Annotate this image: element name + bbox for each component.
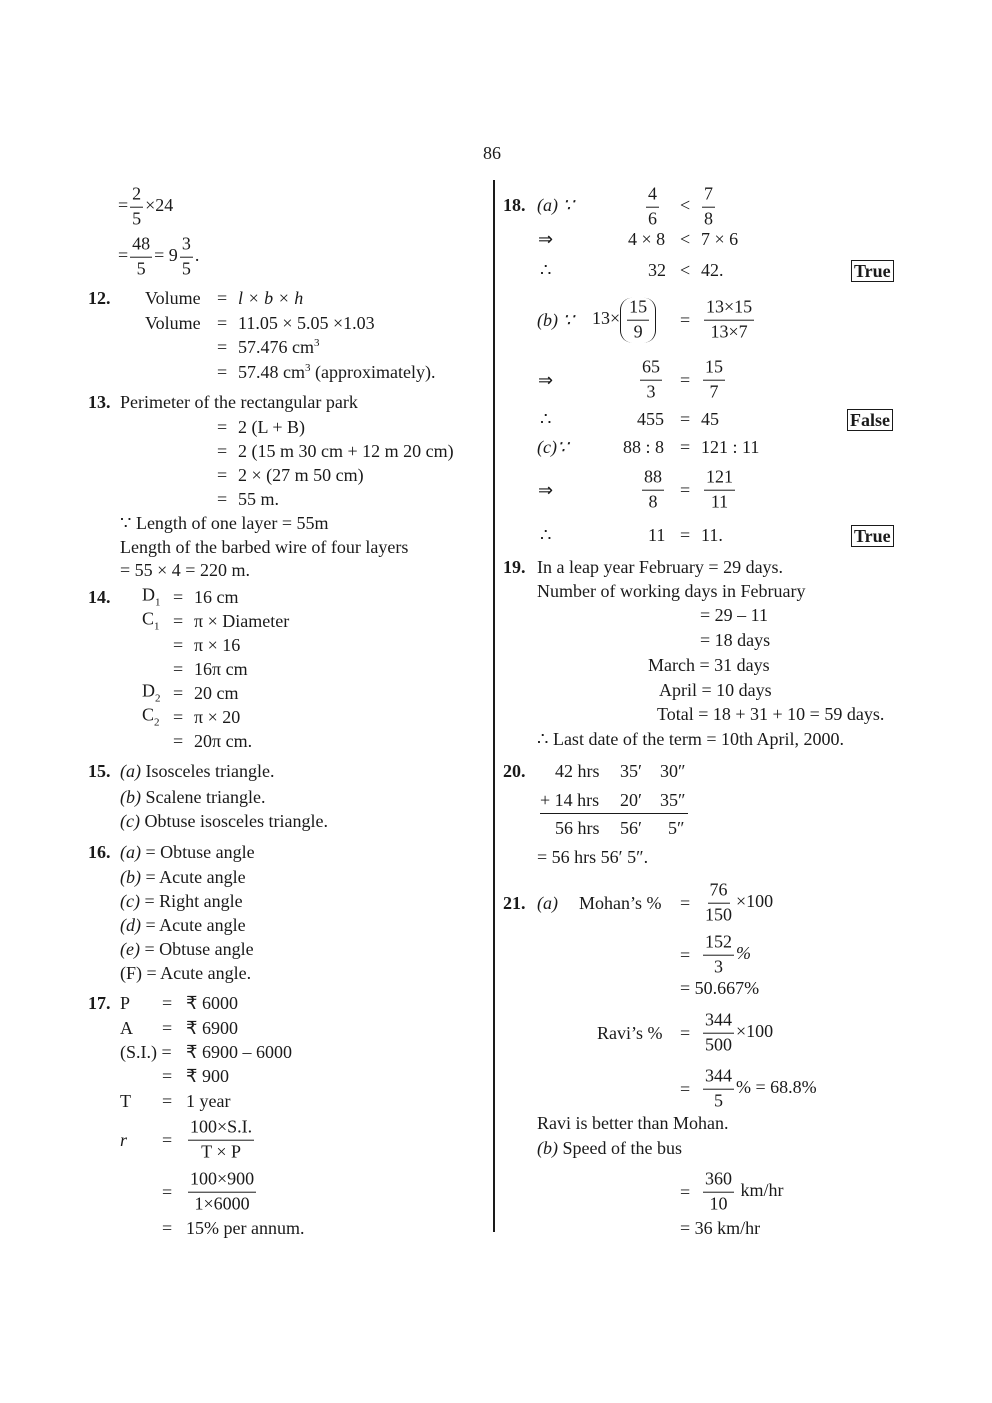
expr: $\frac{76}{150}$ ×100 xyxy=(705,879,774,925)
q20-number: 20. xyxy=(503,761,526,781)
equals: = xyxy=(217,465,228,485)
q16-item: (b) = Acute angle xyxy=(120,867,246,887)
q17-value: ₹ 6900 – 6000 xyxy=(186,1042,292,1062)
q16-item: (c) = Right angle xyxy=(120,891,243,911)
q13-line: = 55 × 4 = 220 m. xyxy=(120,560,250,580)
q18-part-a: (a) ∵ xyxy=(537,195,574,215)
equals: = xyxy=(680,310,691,330)
time-cell: 35″ xyxy=(660,790,686,810)
q17-label: (S.I.) = xyxy=(120,1042,172,1062)
therefore-symbol: ∴ xyxy=(540,525,552,545)
q17-label: r xyxy=(120,1130,128,1150)
q16-number: 16. xyxy=(88,842,111,862)
expr: 42. xyxy=(701,260,724,280)
time-cell: 35′ xyxy=(620,761,642,781)
fraction: $\frac{48}{5}$ xyxy=(132,233,151,279)
sum-line xyxy=(540,813,688,814)
q12-label: Volume xyxy=(145,313,201,333)
equals: = xyxy=(680,893,691,913)
q21-part-a: (a) xyxy=(537,893,558,913)
less-than: < xyxy=(680,229,691,249)
fraction: $\frac{88}{8}$ xyxy=(644,466,662,512)
q14-line: π × Diameter xyxy=(194,611,290,631)
q19-line: March = 31 days xyxy=(648,655,770,675)
equals: = xyxy=(680,480,691,500)
equals: = xyxy=(173,683,184,703)
equals: = xyxy=(162,1182,173,1202)
q17-label: T xyxy=(120,1091,131,1111)
time-cell: 56 hrs xyxy=(555,818,600,838)
q19-line: ∴ Last date of the term = 10th April, 2000. xyxy=(537,729,845,749)
q14-line: 20π cm. xyxy=(194,731,253,751)
q11-line-2: = $\frac{48}{5}$ = 9 $\frac{3}{5}$ . xyxy=(118,233,200,279)
q12-formula: l × b × h xyxy=(238,288,304,308)
q18-number: 18. xyxy=(503,195,526,215)
q13-line: ∵ Length of one layer = 55m xyxy=(120,513,329,533)
equals: = xyxy=(217,337,228,357)
q12-number: 12. xyxy=(88,288,111,308)
q17-label: A xyxy=(120,1018,133,1038)
d2-label: $D_2$ xyxy=(142,680,161,705)
q17-number: 17. xyxy=(88,993,111,1013)
less-than: < xyxy=(680,195,691,215)
q18-part-b: (b) ∵ xyxy=(537,310,574,330)
time-cell: 5″ xyxy=(668,818,685,838)
equals: = xyxy=(217,489,228,509)
equals: = xyxy=(680,945,691,965)
expr: 45 xyxy=(701,409,719,429)
equals: = xyxy=(162,1018,173,1038)
q17-value: 1 year xyxy=(186,1091,231,1111)
answer-true-box: True xyxy=(851,525,894,547)
d1-label: $D_1$ xyxy=(142,584,161,609)
answer-true-box: True xyxy=(851,260,894,282)
q12-line-4: 57.48 $cm^3$ (approximately). xyxy=(238,362,436,382)
ravi-label: Ravi’s % xyxy=(597,1023,663,1043)
mohan-label: Mohan’s % xyxy=(579,893,662,913)
fraction: $\frac{13\times 15}{13\times 7}$ xyxy=(706,296,753,342)
q19-line: = 18 days xyxy=(700,630,771,650)
q12-label: Volume xyxy=(145,288,201,308)
expr: 455 xyxy=(637,409,664,429)
q16-item: (a) = Obtuse angle xyxy=(120,842,255,862)
equals: = xyxy=(173,707,184,727)
q16-item: (e) = Obtuse angle xyxy=(120,939,254,959)
equals: = xyxy=(162,1066,173,1086)
q20-result: = 56 hrs 56′ 5″. xyxy=(537,847,649,867)
fraction: $\frac{15}{7}$ xyxy=(705,356,723,402)
c2-label: $C_2$ xyxy=(142,704,160,729)
equals: = xyxy=(162,1091,173,1111)
q12-line-3: 57.476 $cm^3$ xyxy=(238,337,320,357)
equals: = xyxy=(173,611,184,631)
q21-part-b: (b) Speed of the bus xyxy=(537,1138,682,1158)
expr: 7 × 6 xyxy=(701,229,739,249)
expr: 11 xyxy=(648,525,666,545)
q13-line: Length of the barbed wire of four layers xyxy=(120,537,409,557)
equals: = xyxy=(680,1023,691,1043)
equals: = xyxy=(173,587,184,607)
fraction: $\frac{7}{8}$ xyxy=(704,183,713,229)
equals: = xyxy=(680,409,691,429)
q13-title: Perimeter of the rectangular park xyxy=(120,392,358,412)
equals: = xyxy=(680,370,691,390)
q13-number: 13. xyxy=(88,392,111,412)
q14-line: π × 16 xyxy=(194,635,241,655)
q15-number: 15. xyxy=(88,761,111,781)
q19-line: Number of working days in February xyxy=(537,581,806,601)
q17-result: 15% per annum. xyxy=(186,1218,305,1238)
q19-number: 19. xyxy=(503,557,526,577)
equals: = xyxy=(162,1130,173,1150)
fraction: $\frac{3}{5}$ xyxy=(181,233,191,279)
q19-line: = 29 – 11 xyxy=(700,605,768,625)
q13-line: 55 m. xyxy=(238,489,280,509)
expr: 4 × 8 xyxy=(628,229,666,249)
q18-part-c: (c)∵ xyxy=(537,437,569,457)
q15-item: (a) Isosceles triangle. xyxy=(120,761,275,781)
equals: = xyxy=(173,659,184,679)
q17-fraction: $\frac{100\times S.I.}{T \times P}$ xyxy=(190,1116,253,1162)
therefore-symbol: ∴ xyxy=(540,260,552,280)
time-cell: + 14 hrs xyxy=(540,790,600,810)
expr: $\frac{152}{3}$ % xyxy=(705,931,751,977)
fraction: $\frac{65}{3}$ xyxy=(642,356,660,402)
equals: = xyxy=(217,288,228,308)
equals: = xyxy=(217,362,228,382)
less-than: < xyxy=(680,260,691,280)
q19-line: In a leap year February = 29 days. xyxy=(537,557,784,577)
q17-label: P xyxy=(120,993,131,1013)
q17-value: ₹ 6000 xyxy=(186,993,238,1013)
q19-line: Total = 18 + 31 + 10 = 59 days. xyxy=(657,704,885,724)
fraction: $\frac{4}{6}$ xyxy=(648,183,657,229)
equals: = xyxy=(173,731,184,751)
time-cell: 56′ xyxy=(620,818,642,838)
equals: = xyxy=(217,313,228,333)
c1-label: $C_1$ xyxy=(142,608,160,633)
q14-line: π × 20 xyxy=(194,707,241,727)
q17-value: ₹ 900 xyxy=(186,1066,229,1086)
q16-item: (F) = Acute angle. xyxy=(120,963,252,983)
q13-line: 2 × (27 m 50 cm) xyxy=(238,465,364,485)
q16-item: (d) = Acute angle xyxy=(120,915,246,935)
q12-line-2: 11.05 × 5.05 ×1.03 xyxy=(238,313,375,333)
q21-conclusion: Ravi is better than Mohan. xyxy=(537,1113,729,1133)
equals: = xyxy=(680,437,691,457)
q13-line: 2 (L + B) xyxy=(238,417,305,437)
expr: 32 xyxy=(648,260,666,280)
q19-line: April = 10 days xyxy=(659,680,772,700)
equals: = xyxy=(162,993,173,1013)
therefore-symbol: ∴ xyxy=(540,409,552,429)
q17-fraction: $\frac{100\times 900}{1\times 6000}$ xyxy=(190,1168,255,1214)
implies-symbol: ⇒ xyxy=(538,370,554,390)
q15-item: (b) Scalene triangle. xyxy=(120,787,266,807)
q14-line: 16 cm xyxy=(194,587,239,607)
q14-number: 14. xyxy=(88,587,111,607)
equals: = xyxy=(217,417,228,437)
column-divider xyxy=(493,180,495,1232)
expr: $\frac{360}{10}$ km/hr xyxy=(705,1168,784,1214)
expr: $\frac{344}{5}$ % = 68.8% xyxy=(705,1065,817,1111)
equals: = xyxy=(173,635,184,655)
q14-line: 20 cm xyxy=(194,683,239,703)
equals: = xyxy=(680,1079,691,1099)
fraction: $\frac{121}{11}$ xyxy=(706,466,733,512)
equals: = xyxy=(680,1182,691,1202)
q11-line-1: = $\frac{2}{5}$ ×24 xyxy=(118,183,174,229)
q21-number: 21. xyxy=(503,893,526,913)
expr: 11. xyxy=(701,525,723,545)
q15-item: (c) Obtuse isosceles triangle. xyxy=(120,811,328,831)
time-cell: 42 hrs xyxy=(555,761,600,781)
time-cell: 30″ xyxy=(660,761,686,781)
speed-result: = 36 km/hr xyxy=(680,1218,761,1238)
equals: = xyxy=(680,525,691,545)
page-number: 86 xyxy=(483,143,501,163)
equals: = xyxy=(217,441,228,461)
answer-false-box: False xyxy=(847,409,893,431)
expr: $\frac{344}{500}$ ×100 xyxy=(705,1009,774,1055)
fraction: $\frac{2}{5}$ xyxy=(132,183,142,229)
implies-symbol: ⇒ xyxy=(538,480,554,500)
expr: 121 : 11 xyxy=(701,437,760,457)
q17-value: ₹ 6900 xyxy=(186,1018,238,1038)
q14-line: 16π cm xyxy=(194,659,248,679)
equals: = xyxy=(162,1218,173,1238)
q13-line: 2 (15 m 30 cm + 12 m 20 cm) xyxy=(238,441,454,461)
implies-symbol: ⇒ xyxy=(538,229,554,249)
time-cell: 20′ xyxy=(620,790,642,810)
expr: 88 : 8 xyxy=(623,437,665,457)
mohan-result: = 50.667% xyxy=(680,978,760,998)
expr: 13× 15 9 xyxy=(592,298,656,343)
